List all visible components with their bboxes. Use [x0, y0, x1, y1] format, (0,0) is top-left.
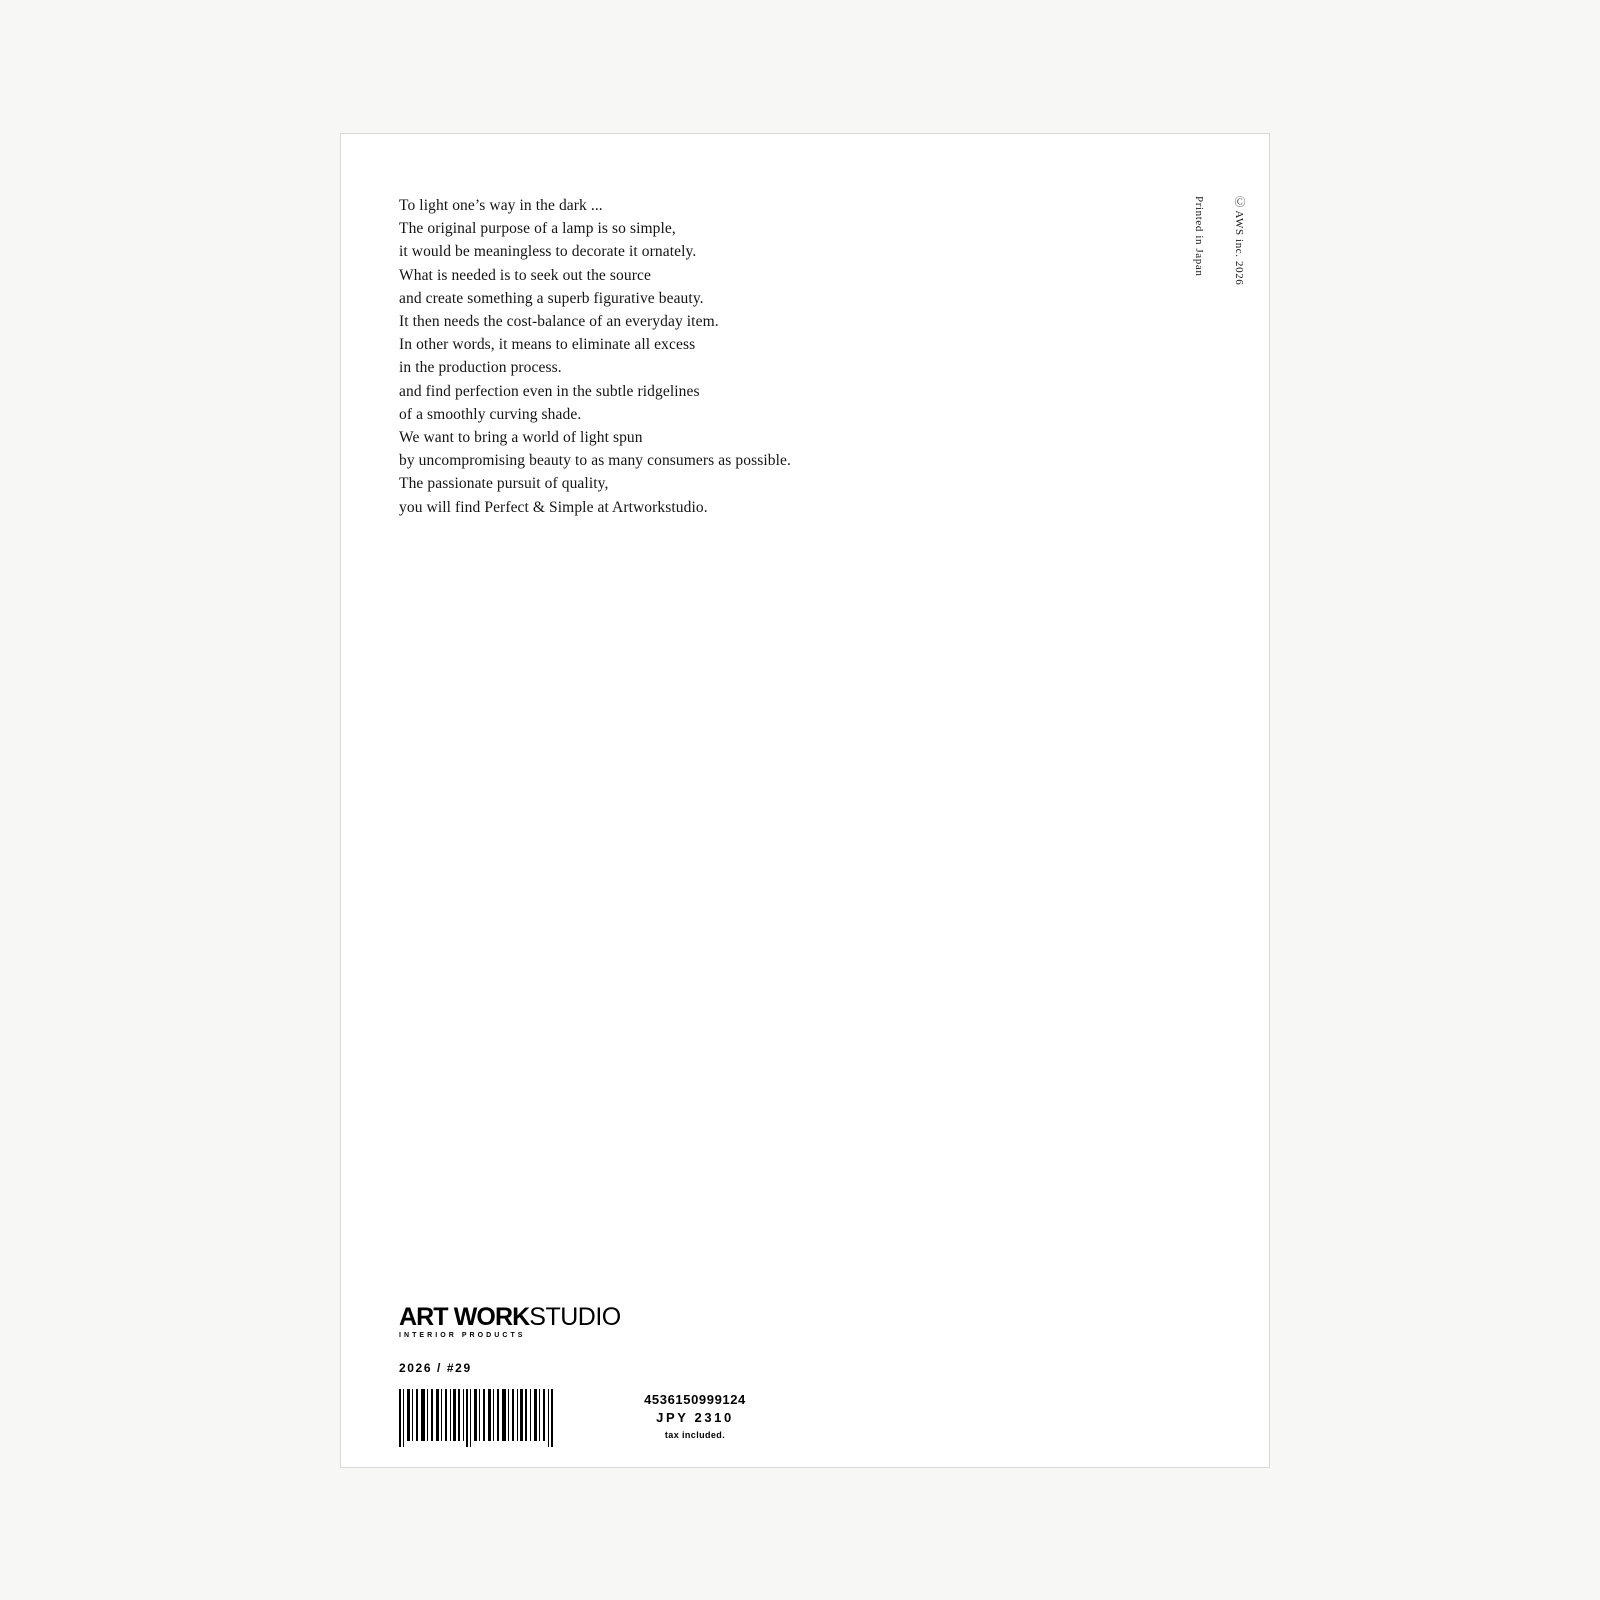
- poem-line: you will find Perfect & Simple at Artworkstudio.: [399, 498, 708, 516]
- barcode-row: [399, 1389, 1219, 1447]
- brand-logo: [399, 1305, 1219, 1339]
- copyright-text: Ⓒ AWS inc. 2026: [1233, 196, 1245, 286]
- logo-bold-text: ART WORK: [399, 1303, 530, 1331]
- poem-line: In other words, it means to eliminate all excess: [399, 336, 696, 354]
- tax-note: tax included.: [664, 1430, 726, 1441]
- poem-line: The passionate pursuit of quality,: [399, 475, 609, 493]
- ean-number: 4536150999124: [644, 1392, 746, 1407]
- footer-block: [399, 1305, 1219, 1447]
- catalog-back-cover: [340, 133, 1270, 1468]
- poem-line: it would be meaningless to decorate it ornately.: [399, 243, 697, 261]
- price-text: JPY 2310: [656, 1409, 734, 1425]
- issue-number: 2026 / #29: [399, 1361, 472, 1375]
- barcode-image: [399, 1389, 559, 1447]
- side-credits: [1193, 196, 1247, 536]
- poem-line: The original purpose of a lamp is so simple,: [399, 220, 676, 238]
- printed-in-text: Printed in Japan: [1193, 196, 1205, 277]
- poem-line: in the production process.: [399, 359, 562, 377]
- price-block: [595, 1389, 795, 1440]
- poem-line: To light one’s way in the dark ...: [399, 197, 603, 214]
- poem-line: of a smoothly curving shade.: [399, 405, 582, 423]
- logo-thin-text: STUDIO: [529, 1303, 621, 1331]
- poem-line: We want to bring a world of light spun: [399, 429, 643, 447]
- poem-line: and find perfection even in the subtle ridgelines: [399, 382, 700, 400]
- poem-line: It then needs the cost-balance of an everyday item.: [399, 313, 719, 331]
- logo-tagline: INTERIOR PRODUCTS: [399, 1332, 526, 1339]
- poem-line: by uncompromising beauty to as many consumers as possible.: [399, 452, 791, 470]
- poem-block: [399, 194, 1119, 519]
- poem-line: What is needed is to seek out the source: [399, 266, 651, 284]
- poem-line: and create something a superb figurative beauty.: [399, 289, 704, 307]
- logo-wordmark: [399, 1305, 1219, 1330]
